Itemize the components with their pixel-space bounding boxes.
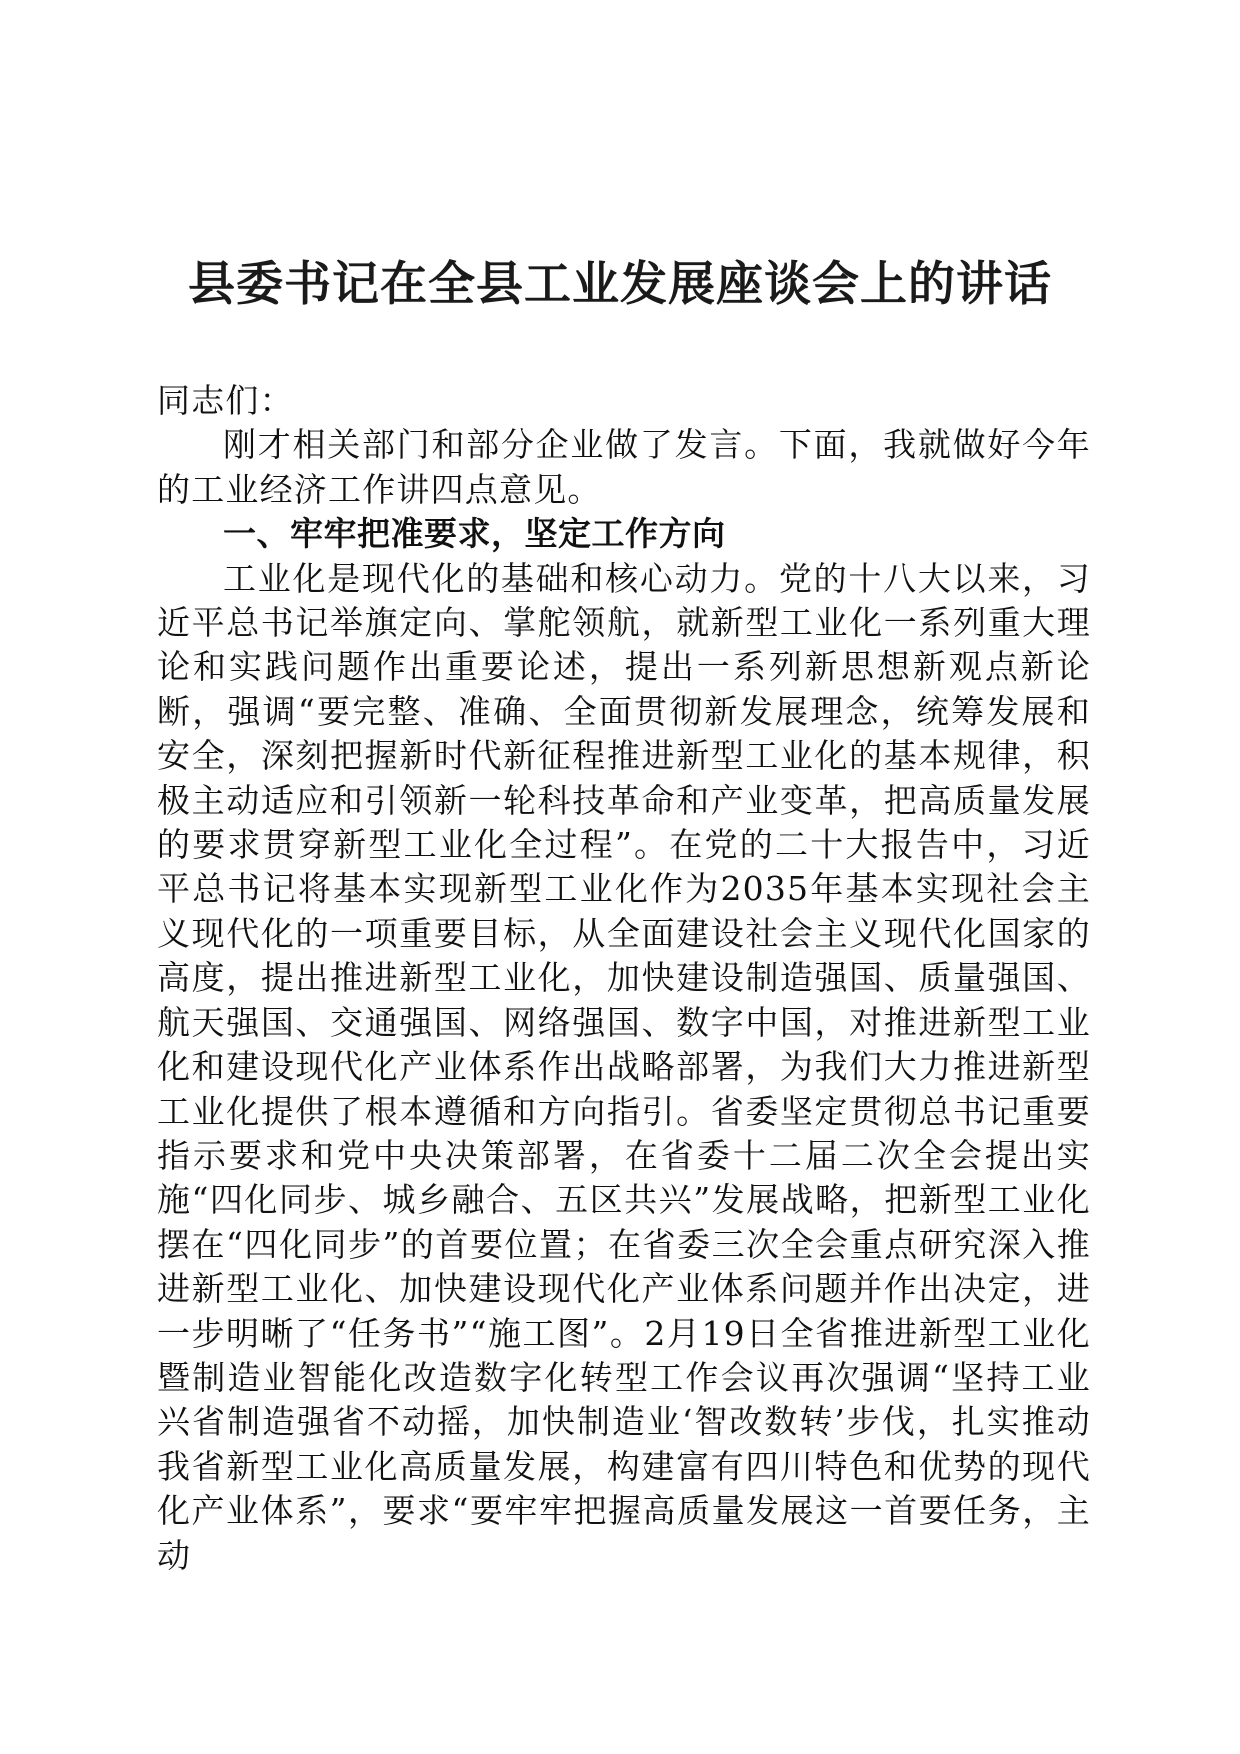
section-1-paragraph: 工业化是现代化的基础和核心动力。党的十八大以来，习近平总书记举旗定向、掌舵领航，就新型工业化一系列重大理论和实践问题作出重要论述，提出一系列新思想新观点新论断，强调“要完整、准确、全面贯彻新发展理念，统筹发展和安全，深刻把握新时代新征程推进新型工业化的基本规律，积极主动适应和引领新一轮科技革命和产业变革，把高质量发展的要求贯穿新型工业化全过程”。在党的二十大报告中，习近平总书记将基本实现新型工业化作为2035年基本实现社会主义现代化的一项重要目标，从全面建设社会主义现代化国家的高度，提出推进新型工业化，加快建设制造强国、质量强国、航天强国、交通强国、网络强国、数字中国，对推进新型工业化和建设现代化产业体系作出战略部署，为我们大力推进新型工业化提供了根本遵循和方向指引。省委坚定贯彻总书记重要指示要求和党中央决策部署，在省委十二届二次全会提出实施“四化同步、城乡融合、五区共兴”发展战略，把新型工业化摆在“四化同步”的首要位置；在省委三次全会重点研究深入推进新型工业化、加快建设现代化产业体系问题并作出决定，进一步明晰了“任务书”“施工图”。2月19日全省推进新型工业化暨制造业智能化改造数字化转型工作会议再次强调“坚持工业兴省制造强省不动摇，加快制造业‘智改数转’步伐，扎实推动我省新型工业化高质量发展，构建富有四川特色和优势的现代化产业体系”，要求“要牢牢把握高质量发展这一首要任务，主动 bbox=[157, 558, 1091, 1575]
document-title: 县委书记在全县工业发展座谈会上的讲话 bbox=[188, 257, 1052, 312]
document-body bbox=[157, 379, 1091, 1578]
salutation: 同志们： bbox=[157, 381, 294, 420]
section-heading-1: 一、牢牢把准要求，坚定工作方向 bbox=[223, 514, 726, 554]
intro-paragraph: 刚才相关部门和部分企业做了发言。下面，我就做好今年的工业经济工作讲四点意见。 bbox=[157, 425, 1091, 509]
